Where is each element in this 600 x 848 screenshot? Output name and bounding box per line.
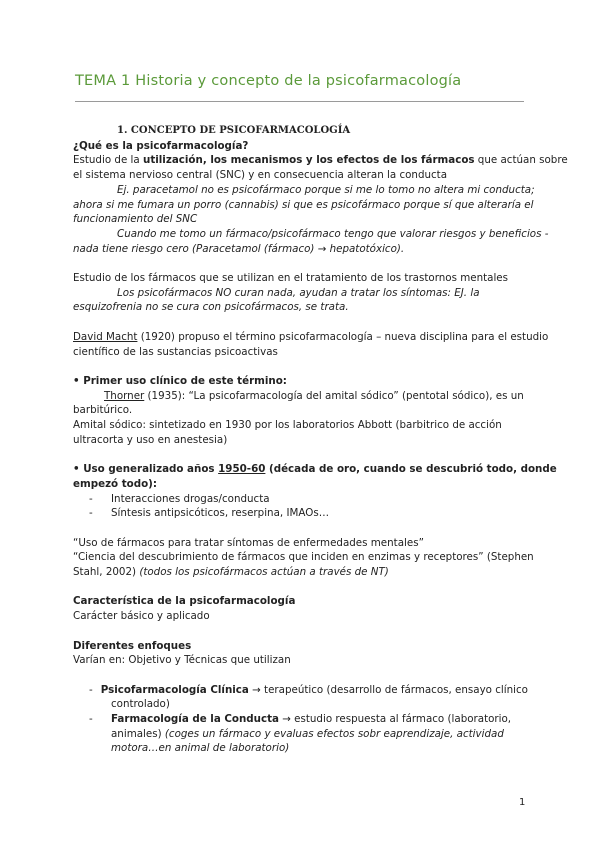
quote-2-note: (todos los psicofármacos actúan a través de NT): [139, 566, 389, 579]
thorner-line: [73, 389, 528, 404]
list-item: [73, 712, 528, 727]
clinical-title: Psicofarmacología Clínica: [100, 683, 249, 696]
list-item-text: [101, 683, 528, 698]
clinical-text-2: controlado): [111, 698, 170, 711]
dash-marker: -: [89, 713, 93, 725]
general-use-heading: [73, 462, 557, 477]
list-item-text: [111, 712, 511, 727]
general-use-pre: Uso generalizado años: [83, 463, 219, 476]
dash-marker: -: [89, 683, 93, 696]
dash-marker: -: [89, 507, 93, 520]
thorner-name: Thorner: [104, 389, 145, 402]
behavioral-text: → estudio respuesta al fármaco (laboratorio,: [279, 713, 512, 725]
example-paracetamol: Ej. paracetamol no es psicofármaco porque si me lo tomo no altera mi conducta;: [117, 183, 535, 196]
bullet: •: [73, 374, 80, 387]
definition-line: [73, 153, 568, 168]
approaches-text: Varían en: Objetivo y Técnicas que utilizan: [73, 654, 291, 667]
characteristic-heading: Característica de la psicofarmacología: [73, 595, 296, 608]
example-no-cure: Los psicofármacos NO curan nada, ayudan a tratar los síntomas: EJ. la: [117, 286, 480, 299]
thorner-line-2: barbitúrico.: [73, 404, 133, 417]
list-item: [73, 492, 528, 507]
behavioral-note: (coges un fármaco y evaluas efectos sobr eaprendizaje, actividad: [164, 727, 504, 740]
behavioral-title: Farmacología de la Conducta: [111, 713, 279, 725]
behavioral-text-2: [73, 727, 528, 742]
quote-1: “Uso de fármacos para tratar síntomas de enfermedades mentales”: [73, 536, 424, 549]
characteristic-text: Carácter básico y aplicado: [73, 610, 210, 623]
example-snc: funcionamiento del SNC: [73, 213, 198, 226]
section-heading: 1. CONCEPTO DE PSICOFARMACOLOGÍA: [117, 125, 351, 136]
page-number: 1: [519, 797, 526, 808]
document-body: [73, 124, 568, 756]
list-item-text: Interacciones drogas/conducta: [111, 492, 270, 505]
macht-line-2: científico de las sustancias psicoactivas: [73, 345, 278, 358]
quote-2: “Ciencia del descubrimiento de fármacos que inciden en enzimas y receptores” (Stephen: [73, 551, 534, 564]
first-use-title: Primer uso clínico de este término:: [83, 374, 287, 387]
title-divider: [75, 101, 524, 102]
definition-pre: Estudio de la: [73, 154, 143, 167]
behavioral-note-2: motora…en animal de laboratorio): [111, 742, 290, 755]
definition-post: que actúan sobre: [474, 154, 568, 167]
approaches-heading: Diferentes enfoques: [73, 639, 192, 652]
general-use-heading-2: empezó todo):: [73, 477, 157, 490]
example-schizophrenia: esquizofrenia no se cura con psicofármacos, se trata.: [73, 301, 349, 314]
example-risk: Cuando me tomo un fármaco/psicofármaco tengo que valorar riesgos y beneficios -: [117, 227, 549, 240]
definition-bold: utilización, los mecanismos y los efectos de los fármacos: [143, 154, 475, 167]
list-item: [73, 683, 528, 698]
general-use-years: 1950-60: [218, 463, 266, 476]
question-heading: ¿Qué es la psicofarmacología?: [73, 139, 249, 152]
list-item: [73, 506, 528, 521]
behavioral-animals: animales): [111, 727, 165, 740]
macht-text: (1920) propuso el término psicofarmacología – nueva disciplina para el estudio: [137, 330, 549, 343]
macht-name: David Macht: [73, 330, 138, 343]
quote-2-author: Stahl, 2002): [73, 566, 140, 579]
first-use-heading: [73, 374, 528, 389]
list-item-text: Síntesis antipsicóticos, reserpina, IMAOs…: [111, 507, 329, 520]
example-cannabis: ahora si me fumara un porro (cannabis) si que es psicofármaco porque sí que alteraría el: [73, 198, 534, 211]
amital-line: Amital sódico: sintetizado en 1930 por los laboratorios Abbott (barbitrico de acción: [73, 419, 502, 432]
definition-line-2: el sistema nervioso central (SNC) y en consecuencia alteran la conducta: [73, 169, 448, 182]
clinical-text: → terapeútico (desarrollo de fármacos, ensayo clínico: [248, 683, 528, 696]
bullet: •: [73, 463, 80, 476]
general-use-post: (década de oro, cuando se descubrió todo, donde: [265, 463, 557, 476]
thorner-text: (1935): “La psicofarmacología del amital sódico” (pentotal sódico), es un: [144, 389, 524, 402]
example-risk-2: nada tiene riesgo cero (Paracetamol (fármaco) → hepatotóxico).: [73, 242, 405, 255]
macht-line: [73, 330, 549, 345]
quote-2-line-2: [73, 565, 528, 580]
page-title: TEMA 1 Historia y concepto de la psicofarmacología: [75, 73, 462, 89]
dash-marker: -: [89, 492, 93, 505]
amital-line-2: ultracorta y uso en anestesia): [73, 433, 228, 446]
study-treatment: Estudio de los fármacos que se utilizan en el tratamiento de los trastornos mentales: [73, 272, 509, 285]
